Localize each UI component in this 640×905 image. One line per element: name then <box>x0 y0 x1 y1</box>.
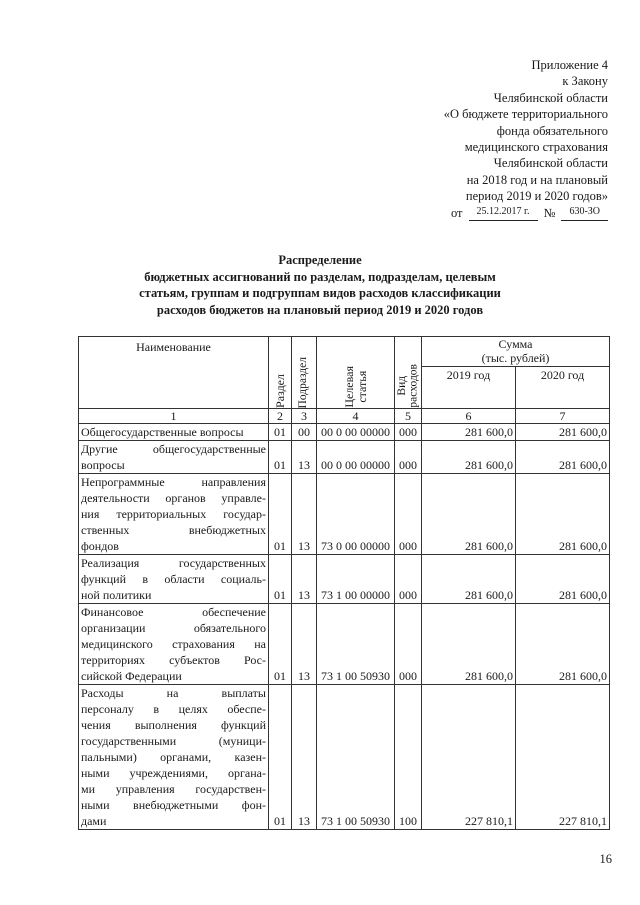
row-name-line: Расходы на выплаты <box>81 686 266 700</box>
document-title <box>0 252 640 318</box>
header-year-2019: 2019 год <box>422 367 516 409</box>
column-number-row <box>79 409 610 424</box>
page-number: 16 <box>599 852 612 866</box>
row-name-line: Реализация государственных <box>81 556 266 570</box>
row-name-line: ния территориальных государ- <box>81 507 266 521</box>
row-target: 73 1 00 50930 <box>317 685 395 830</box>
table-row <box>79 441 610 474</box>
row-name-line: фондов <box>81 539 119 553</box>
column-number: 1 <box>79 409 269 424</box>
row-amount-2019: 281 600,0 <box>422 555 516 604</box>
header-line: «О бюджете территориального <box>443 107 608 122</box>
row-subsection: 13 <box>292 685 317 830</box>
law-number: 630-ЗО <box>561 205 608 221</box>
row-name-line: медицинского страхования на <box>81 637 266 651</box>
row-expense-type: 000 <box>395 474 422 555</box>
row-section: 01 <box>269 685 292 830</box>
row-name <box>79 685 269 830</box>
row-name <box>79 604 269 685</box>
row-subsection: 13 <box>292 441 317 474</box>
header-sum: Сумма (тыс. рублей) <box>422 337 610 367</box>
row-expense-type: 000 <box>395 424 422 441</box>
row-section: 01 <box>269 474 292 555</box>
number-label: № <box>543 205 556 220</box>
row-target: 73 1 00 50930 <box>317 604 395 685</box>
row-amount-2020: 281 600,0 <box>516 604 610 685</box>
row-target: 00 0 00 00000 <box>317 441 395 474</box>
row-subsection: 13 <box>292 555 317 604</box>
row-amount-2020: 281 600,0 <box>516 441 610 474</box>
table-row <box>79 685 610 830</box>
allocation-table <box>78 336 610 830</box>
row-name-line: территориях субъектов Рос- <box>81 653 266 667</box>
row-amount-2020: 281 600,0 <box>516 555 610 604</box>
row-name-line: Другие общегосударственные <box>81 442 266 456</box>
row-name-line: ной политики <box>81 588 152 602</box>
row-name-line: дами <box>81 814 107 828</box>
row-name <box>79 474 269 555</box>
row-subsection: 00 <box>292 424 317 441</box>
row-name-line: ственных внебюджетных <box>81 523 266 537</box>
row-section: 01 <box>269 555 292 604</box>
table-row <box>79 555 610 604</box>
header-line: Приложение 4 <box>531 58 608 72</box>
row-name-line: чения выполнения функций <box>81 718 266 732</box>
row-name-line: Финансовое обеспечение <box>81 605 266 619</box>
row-section: 01 <box>269 441 292 474</box>
row-amount-2019: 281 600,0 <box>422 441 516 474</box>
header-name: Наименование <box>79 337 269 409</box>
header-target: Целевая статья <box>317 337 395 409</box>
row-expense-type: 000 <box>395 555 422 604</box>
row-name-line: сийской Федерации <box>81 669 182 683</box>
row-name-line: пальными) органами, казен- <box>81 750 266 764</box>
row-amount-2019: 281 600,0 <box>422 474 516 555</box>
header-line: к Закону <box>562 74 608 89</box>
table-row <box>79 424 610 441</box>
column-number: 3 <box>292 409 317 424</box>
row-expense-type: 000 <box>395 441 422 474</box>
title-line: статьям, группам и подгруппам видов расходов классификации <box>139 286 501 301</box>
row-target: 73 0 00 00000 <box>317 474 395 555</box>
row-target: 00 0 00 00000 <box>317 424 395 441</box>
row-name-line: ными учреждениями, органа- <box>81 766 266 780</box>
row-name <box>79 555 269 604</box>
column-number: 2 <box>269 409 292 424</box>
column-number: 4 <box>317 409 395 424</box>
header-line: Челябинской области <box>493 156 608 171</box>
header-expense-type: Вид расходов <box>395 337 422 409</box>
header-line: медицинского страхования <box>464 140 608 155</box>
row-expense-type: 100 <box>395 685 422 830</box>
row-amount-2020: 281 600,0 <box>516 424 610 441</box>
column-number: 6 <box>422 409 516 424</box>
row-subsection: 13 <box>292 604 317 685</box>
row-amount-2020: 281 600,0 <box>516 474 610 555</box>
appendix-header <box>348 57 608 221</box>
title-line: расходов бюджетов на плановый период 2019 и 2020 годов <box>156 302 484 317</box>
row-name-line: вопросы <box>81 458 125 472</box>
law-date-number-line <box>348 205 608 221</box>
row-name-line: персоналу в целях обеспе- <box>81 702 266 716</box>
row-name-line: Непрограммные направления <box>81 475 266 489</box>
row-amount-2019: 281 600,0 <box>422 424 516 441</box>
row-name <box>79 441 269 474</box>
column-number: 5 <box>395 409 422 424</box>
header-line: фонда обязательного <box>496 123 608 138</box>
row-name-line: функций в области социаль- <box>81 572 266 586</box>
row-name-line: государственными (муници- <box>81 734 266 748</box>
table-row <box>79 474 610 555</box>
row-name-line: организации обязательного <box>81 621 266 635</box>
header-section: Раздел <box>269 337 292 409</box>
title-line: Распределение <box>278 253 362 267</box>
table-row <box>79 604 610 685</box>
header-line: на 2018 год и на плановый <box>466 172 608 187</box>
column-number: 7 <box>516 409 610 424</box>
row-subsection: 13 <box>292 474 317 555</box>
header-line: период 2019 и 2020 годов» <box>465 189 608 204</box>
row-amount-2019: 281 600,0 <box>422 604 516 685</box>
row-amount-2019: 227 810,1 <box>422 685 516 830</box>
row-target: 73 1 00 00000 <box>317 555 395 604</box>
header-line: Челябинской области <box>493 90 608 105</box>
header-subsection: Подраздел <box>292 337 317 409</box>
law-date: 25.12.2017 г. <box>469 205 538 221</box>
row-name-line: ными внебюджетными фон- <box>81 798 266 812</box>
row-name-line: Общегосударственные вопросы <box>81 425 244 439</box>
title-line: бюджетных ассигнований по разделам, подразделам, целевым <box>144 269 496 284</box>
row-section: 01 <box>269 604 292 685</box>
row-expense-type: 000 <box>395 604 422 685</box>
row-name <box>79 424 269 441</box>
header-year-2020: 2020 год <box>516 367 610 409</box>
row-name-line: деятельности органов управле- <box>81 491 266 505</box>
from-label: от <box>450 205 463 220</box>
table-body <box>79 424 610 830</box>
row-section: 01 <box>269 424 292 441</box>
row-name-line: ми управления государствен- <box>81 782 266 796</box>
row-amount-2020: 227 810,1 <box>516 685 610 830</box>
